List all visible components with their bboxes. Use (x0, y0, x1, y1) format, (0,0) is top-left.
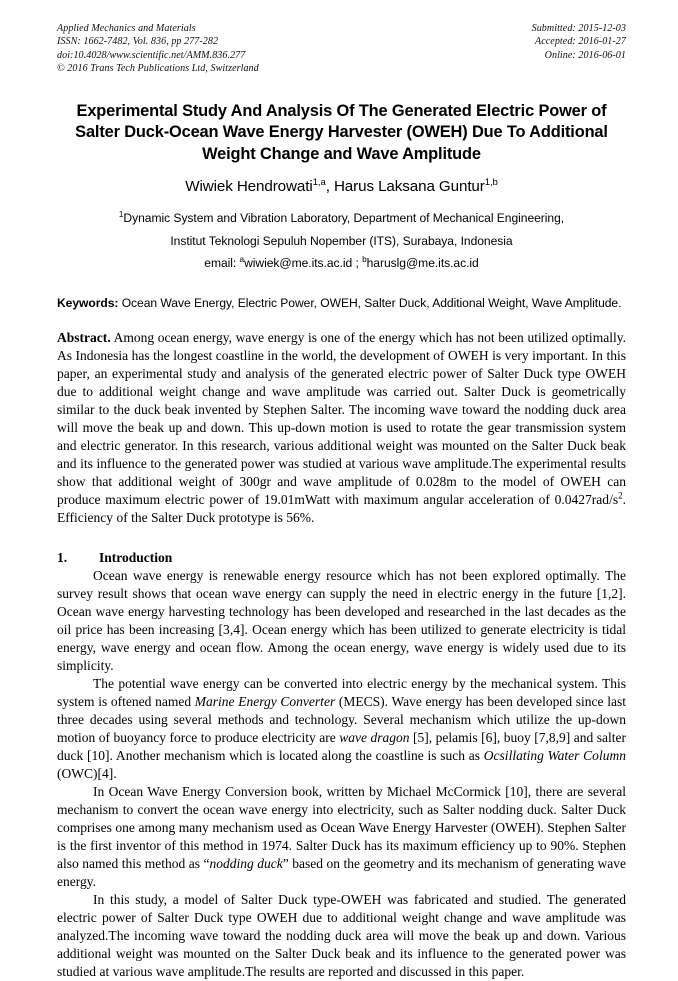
journal-doi: doi:10.4028/www.scientific.net/AMM.836.277 (57, 49, 246, 61)
journal-header (57, 22, 626, 76)
accepted-date: Accepted: 2016-01-27 (535, 36, 626, 48)
author-name-2: Harus Laksana Guntur (333, 178, 485, 196)
term-nodding-duck: nodding duck (209, 856, 283, 872)
section-title: Introduction (99, 550, 173, 566)
email-separator: ; (352, 256, 363, 271)
author-separator: , (325, 178, 334, 196)
paragraph-3-text-a: In Ocean Wave Energy Conversion book, written by Michael McCormick [10], there are several mechanism to convert the ocean wave energy into electricity, such as Salter nodding duck. Salter Duck comprises one among many mechanism used as Ocean Wave Energy Harvester (OWEH). Stephen Salter is the first inventor of this method in 1974. Salter Duck has its maximum efficiency up to 90%. Stephen also named this method as “ (57, 784, 626, 872)
paragraph-4: In this study, a model of Salter Duck type-OWEH was fabricated and studied. The generated electric power of Salter Duck type OWEH due to additional weight change and wave amplitude was analyzed.The incoming wave toward the nodding duck area will move the beak up and down. Various additional weight was mounted on the Salter Duck beak and its influence to the generated power was studied at various wave amplitude.The results are reported and discussed in this paper. (57, 892, 626, 980)
online-date: Online: 2016-06-01 (544, 49, 626, 61)
email-marker-b: b (362, 255, 367, 265)
paper-title: Experimental Study And Analysis Of The Generated Electric Power of Salter Duck-Ocean Wave Energy Harvester (OWEH) Due To Additional Weight Change and Wave Amplitude (75, 101, 608, 163)
keywords-block (57, 295, 626, 311)
affiliation-line-2: Institut Teknologi Sepuluh Nopember (ITS), Surabaya, Indonesia (170, 233, 513, 248)
email-address-1: wiwiek@me.its.ac.id (244, 256, 353, 271)
author-list (57, 177, 626, 197)
affiliation-block (57, 207, 626, 275)
abstract-text-part-1: Among ocean energy, wave energy is one of the energy which has not been utilized optimally. As Indonesia has the longest coastline in the world, the development of OWEH is very important. In this paper, an experimental study and analysis of the generated electric power of Salter Duck type OWEH due to additional weight change and wave amplitude was carried out. Salter Duck is geometrically similar to the duck beak invented by Stephen Salter. The incoming wave toward the nodding duck area will move the beak up and down. This up-down motion is used to rotate the gear transmission system and electric generator. In this research, various additional weight was mounted on the Salter Duck beak and its influence to the generated power was studied at various wave amplitude.The experimental results show that additional weight of 300gr and wave amplitude of 0.028m to the model of OWEH can produce maximum electric power of 19.01mWatt with maximum angular acceleration of 0.0427rad/s (57, 330, 626, 508)
section-number: 1. (57, 550, 68, 566)
paragraph-2-text-a: The potential wave energy can be converted into electric energy by the mechanical system. This system is oftened named (57, 676, 626, 710)
journal-copyright: © 2016 Trans Tech Publications Ltd, Switzerland (57, 63, 259, 75)
abstract-block (57, 329, 626, 527)
term-marine-energy-converter: Marine Energy Converter (194, 694, 336, 710)
paragraph-3 (57, 783, 626, 891)
keywords-label: Keywords: (57, 295, 119, 310)
keywords-text: Ocean Wave Energy, Electric Power, OWEH, Salter Duck, Additional Weight, Wave Amplitude. (118, 295, 622, 310)
paragraph-3-text-b: ” based on the geometry and its mechanism of generating wave energy. (57, 856, 627, 890)
abstract-text-part-2: . Efficiency of the Salter Duck prototype is 56%. (57, 492, 626, 526)
abstract-label: Abstract. (57, 330, 111, 346)
journal-issn-volume: ISSN: 1662-7482, Vol. 836, pp 277-282 (57, 36, 219, 48)
affiliation-department: Dynamic System and Vibration Laboratory, Department of Mechanical Engineering, (123, 211, 565, 226)
abstract-superscript: 2 (618, 490, 623, 501)
term-wave-dragon: wave dragon (339, 730, 410, 746)
term-oscillating-water-column: Ocsillating Water Column (483, 748, 626, 764)
journal-info-left (57, 22, 259, 76)
submitted-date: Submitted: 2015-12-03 (531, 23, 626, 34)
paragraph-2 (57, 675, 626, 783)
journal-name: Applied Mechanics and Materials (57, 23, 196, 34)
affiliation-email-line (57, 252, 626, 275)
affiliation-line-1 (57, 207, 626, 230)
journal-dates (532, 22, 626, 62)
email-address-2: haruslg@me.its.ac.id (366, 256, 479, 271)
section-heading-introduction (57, 549, 626, 567)
email-label: email: (204, 256, 240, 271)
author-affiliation-marker-2: 1,b (484, 177, 498, 189)
affiliation-marker-1: 1 (118, 210, 124, 220)
paragraph-2-text-b: (MECS). Wave energy has been developed since last three decades using several methods and technology. Several mechanism which utilize the up-down motion of buoyancy force to produce electricity are (57, 694, 626, 746)
paragraph-2-text-c: [5], pelamis [6], buoy [7,8,9] and salter duck [10]. Another mechanism which is located along the coastline is such as (57, 730, 626, 764)
author-name-1: Wiwiek Hendrowati (185, 178, 313, 196)
email-marker-a: a (239, 255, 245, 265)
paragraph-2-text-d: (OWC)[4]. (57, 766, 117, 782)
author-affiliation-marker-1: 1,a (312, 177, 326, 189)
paragraph-1: Ocean wave energy is renewable energy resource which has not been explored optimally. The survey result shows that ocean wave energy can supply the need in electric energy in the future [1,2]. Ocean wave energy harvesting technology has been developed and researched in the last decades as the oil price has been increasing [3,4]. Ocean energy which has been utilized to generate electricity is tidal energy, wave energy and ocean flow. Among the ocean energy, wave energy is widely used due to its simplicity. (57, 568, 626, 674)
